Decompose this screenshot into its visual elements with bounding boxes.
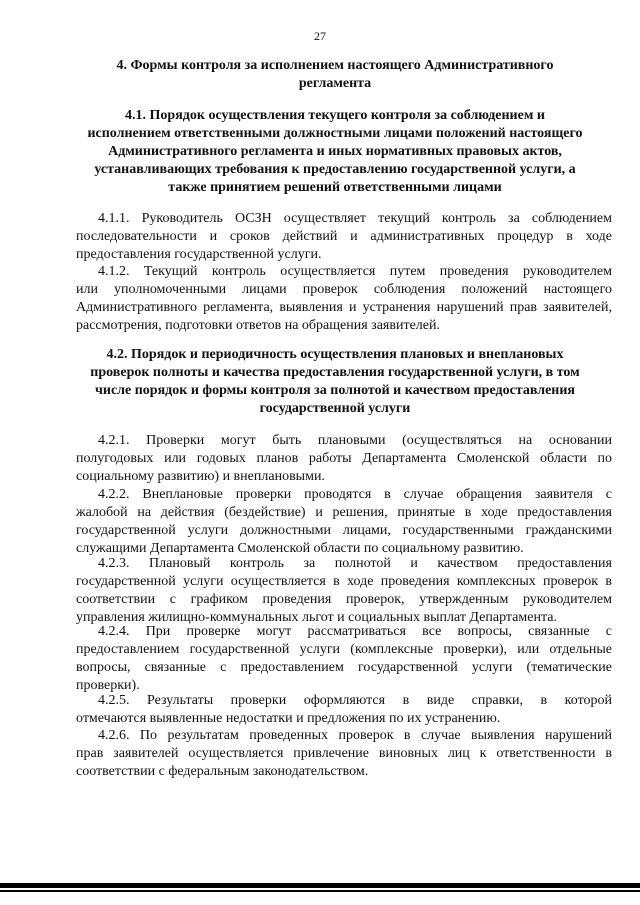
paragraph-4-1-1 [76, 210, 612, 264]
paragraph-text: отмечаются выявленные недостатки и предложения по их устранению. [76, 711, 501, 726]
section-4-2-title [60, 346, 610, 418]
section-4-2-title-line: числе порядок и формы контроля за полнотой и качеством предоставления [95, 383, 575, 398]
paragraph-4-2-5 [76, 692, 612, 728]
paragraph-text: жалобой на действия (бездействие) и решения, принятые в ходе предоставления государственной услуги должностными лицами, государственными гражданскими служащими Департамента Смоленской области по социальному развитию. [76, 505, 612, 556]
section-4-1-title-line: исполнением ответственными должностными лицами положений настоящего [87, 126, 583, 141]
paragraph-4-2-2 [76, 486, 612, 558]
paragraph-4-2-6 [76, 727, 612, 781]
section-4-2-title-line: государственной услуги [259, 401, 411, 416]
paragraph-text: или уполномоченными лицами проверок соблюдения положений настоящего Административного регламента, выявления и устранения нарушений прав заявителей, рассмотрения, подготовки ответов на обращения заявителей. [76, 282, 612, 333]
paragraph-text: последовательности и сроков действий и административных процедур в ходе предоставления государственной услуги. [76, 229, 612, 262]
paragraph-first-line: 4.2.4. При проверке могут рассматриваться все вопросы, связанные с [98, 624, 612, 639]
paragraph-4-2-1 [76, 432, 612, 486]
section-4-1-title-line: также принятием решений ответственными лицами [168, 180, 502, 195]
section-4-1-title-line: 4.1. Порядок осуществления текущего контроля за соблюдением и [125, 108, 545, 123]
paragraph-text: прав заявителей осуществляется привлечение виновных лиц к ответственности в соответствии с федеральным законодательством. [76, 746, 612, 779]
section-4-1-title-line: устанавливающих требования к предоставлению государственной услуги, а [94, 162, 576, 177]
paragraph-first-line: 4.1.2. Текущий контроль осуществляется путем проведения руководителем [98, 264, 612, 279]
paragraph-first-line: 4.2.6. По результатам проведенных проверок в случае выявления нарушений [98, 728, 612, 743]
section-4-2-title-line: проверок полноты и качества предоставления государственной услуги, в том [90, 365, 580, 380]
footer-rule-thin [0, 890, 640, 892]
paragraph-first-line: 4.2.3. Плановый контроль за полнотой и качеством предоставления [98, 556, 612, 571]
paragraph-first-line: 4.2.5. Результаты проверки оформляются в виде справки, в которой [98, 693, 612, 708]
paragraph-text: полугодовых или годовых планов работы Департамента Смоленской области по социальному развитию) и внеплановыми. [76, 451, 612, 484]
paragraph-first-line: 4.2.2. Внеплановые проверки проводятся в случае обращения заявителя с [98, 487, 612, 502]
section-4-title-line: 4. Формы контроля за исполнением настоящего Административного [116, 58, 554, 73]
page-number: 27 [314, 29, 326, 43]
section-4-1-title [60, 107, 610, 197]
section-4-2-title-line: 4.2. Порядок и периодичность осуществления плановых и внеплановых [106, 347, 564, 362]
paragraph-first-line: 4.2.1. Проверки могут быть плановыми (осуществляться на основании [98, 433, 612, 448]
paragraph-4-2-3 [76, 555, 612, 627]
paragraph-text: государственной услуги осуществляется в ходе проведения комплексных проверок в соответствии с графиком проведения проверок, утвержденным руководителем управления жилищно-коммунальных льгот и социальных выплат Департамента. [76, 574, 612, 625]
section-4-title-line: регламента [298, 76, 372, 91]
section-4-title [60, 57, 610, 93]
paragraph-4-2-4 [76, 623, 612, 695]
paragraph-4-1-2 [76, 263, 612, 335]
footer-rule [0, 883, 640, 888]
paragraph-first-line: 4.1.1. Руководитель ОСЗН осуществляет текущий контроль за соблюдением [98, 211, 612, 226]
section-4-1-title-line: Административного регламента и иных нормативных правовых актов, [108, 144, 562, 159]
paragraph-text: предоставлением государственной услуги (комплексные проверки), или отдельные вопросы, связанные с предоставлением государственной услуги (тематические проверки). [76, 642, 612, 693]
